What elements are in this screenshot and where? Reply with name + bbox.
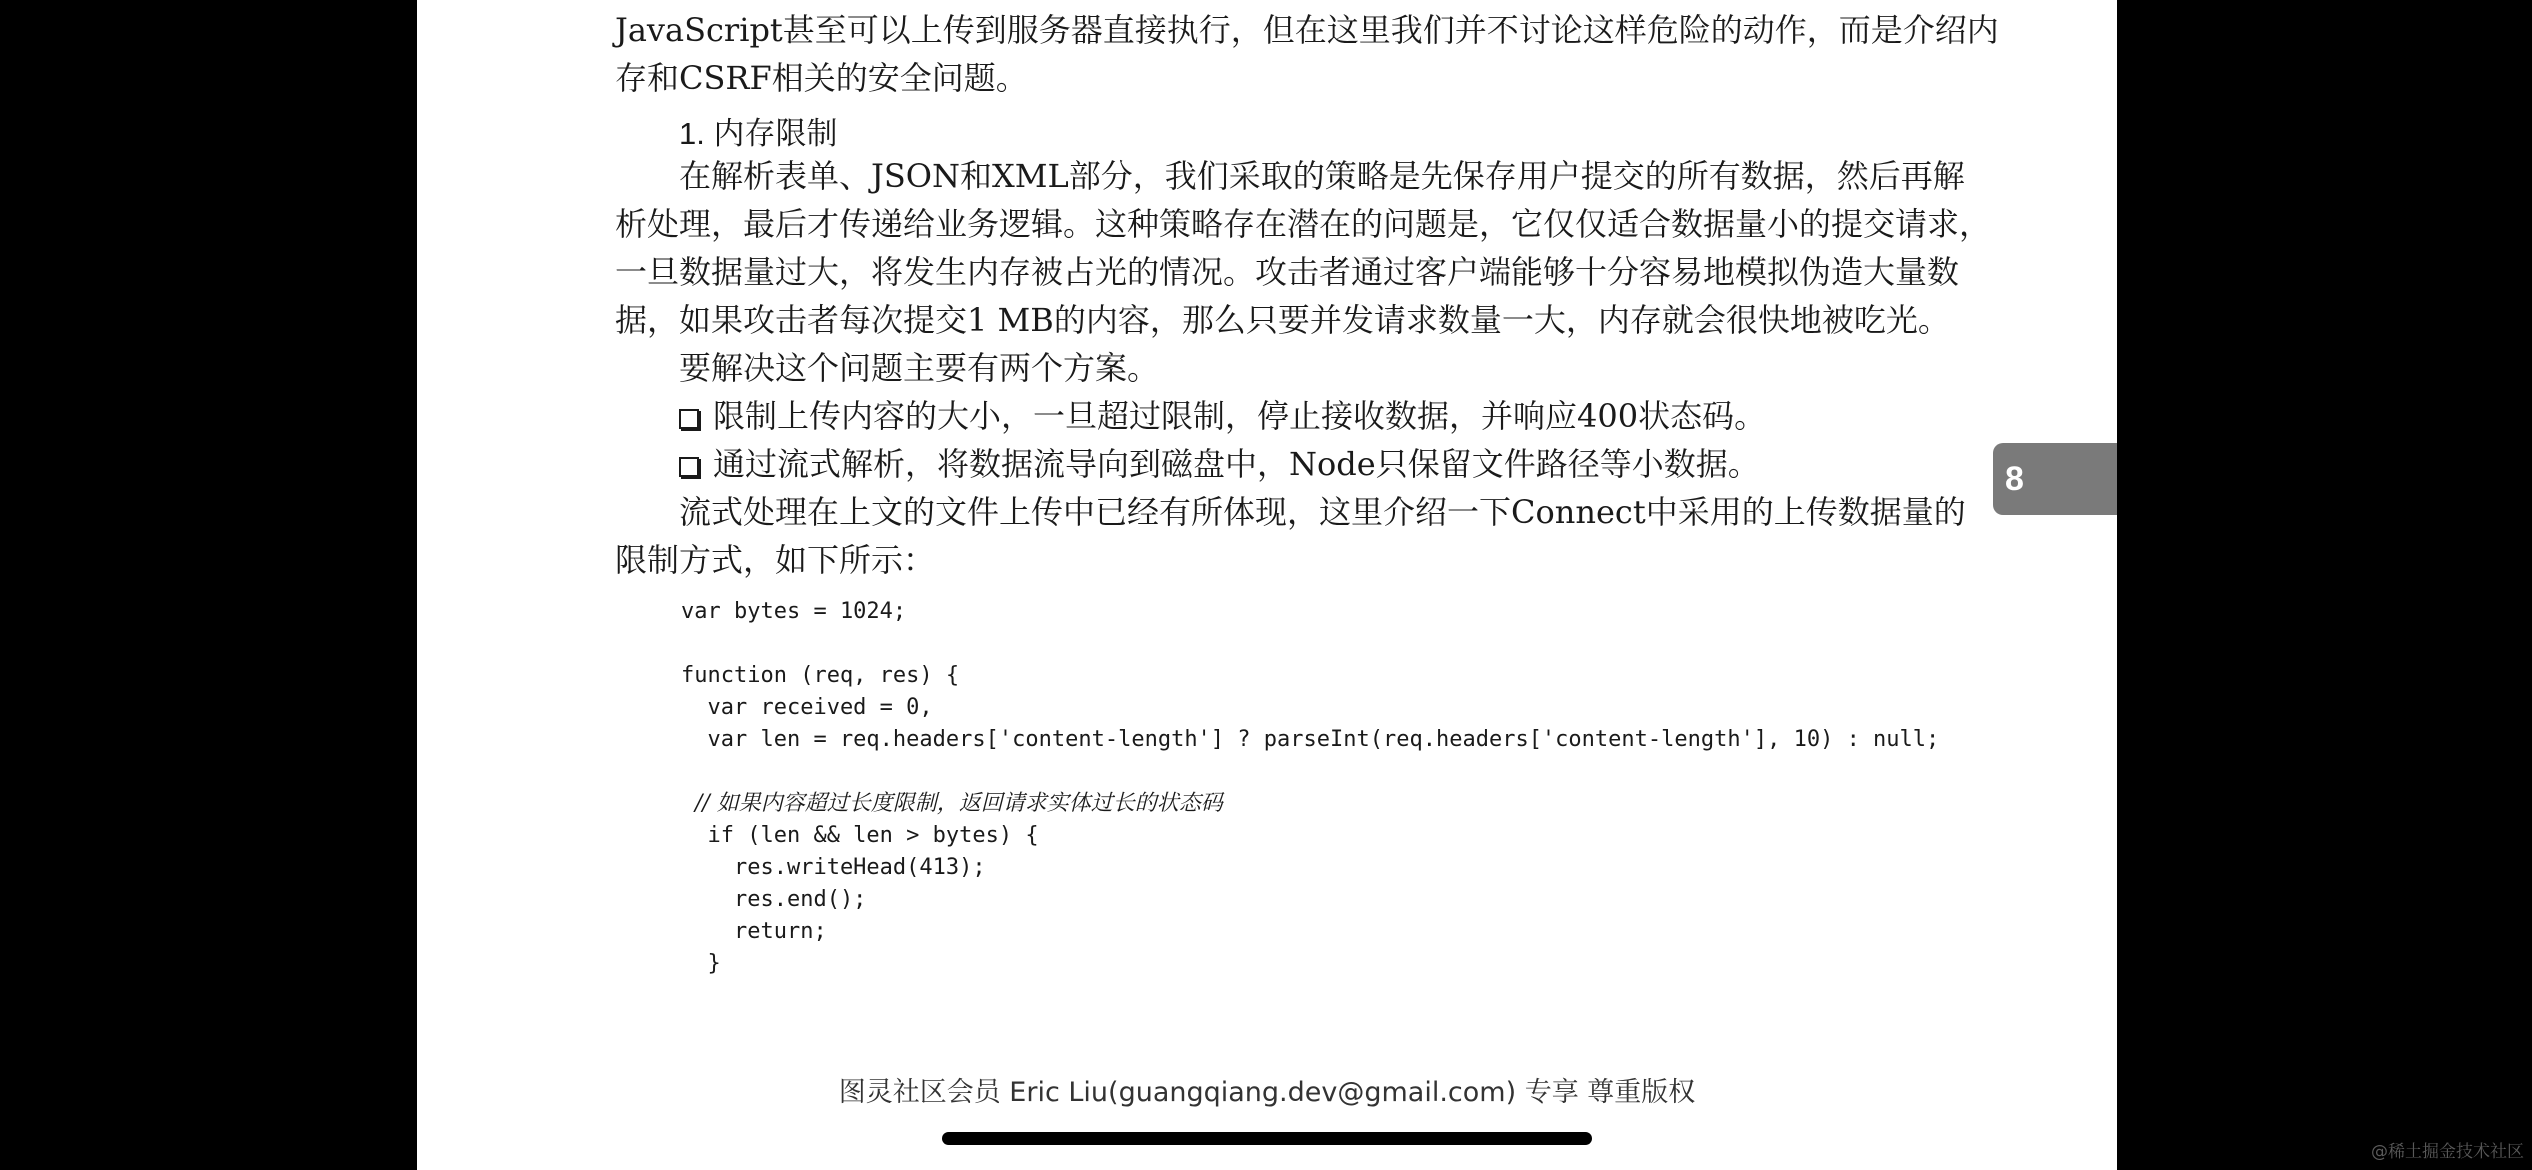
para1-line3: 一旦数据量过大，将发生内存被占光的情况。攻击者通过客户端能够十分容易地模拟伪造大量数 [615,253,1960,291]
section-heading: 1. 内存限制 [679,116,838,151]
home-indicator[interactable] [942,1132,1592,1145]
code-line [681,628,1939,660]
para1-line1: 在解析表单、JSON和XML部分，我们采取的策略是先保存用户提交的所有数据，然后再解 [679,157,1965,195]
para1-line2: 析处理，最后才传递给业务逻辑。这种策略存在潜在的问题是，它仅仅适合数据量小的提交请求， [615,205,1992,243]
watermark: @稀土掘金技术社区 [2371,1142,2524,1162]
bullet-item-1 [679,392,2019,440]
code-line: var len = req.headers['content-length'] ? parseInt(req.headers['content-length'], 10) : null; [681,727,1940,752]
code-line: return; [681,919,827,944]
para3-line2: 限制方式，如下所示： [615,541,936,579]
page-text [615,6,1999,606]
para2: 要解决这个问题主要有两个方案。 [679,349,1160,387]
checkbox-bullet-icon [679,457,699,477]
code-block [681,596,1939,980]
text-line-1: JavaScript甚至可以上传到服务器直接执行，但在这里我们并不讨论这样危险的动作，而是介绍内 [615,11,1999,49]
code-line [681,756,1939,788]
copyright-footer: 图灵社区会员 Eric Liu(guangqiang.dev@gmail.com) 专享 尊重版权 [838,1077,1696,1108]
code-line: function (req, res) { [681,663,960,688]
bullet-1-text: 限制上传内容的大小，一旦超过限制，停止接收数据，并响应400状态码。 [713,397,1767,435]
checkbox-bullet-icon [679,409,699,429]
para3-line1: 流式处理在上文的文件上传中已经有所体现，这里介绍一下Connect中采用的上传数据量的 [679,493,1966,531]
code-line: } [681,951,721,976]
chapter-tab[interactable]: 8 [1993,443,2117,515]
book-page [417,0,2117,1170]
bullet-2-text: 通过流式解析，将数据流导向到磁盘中，Node只保留文件路径等小数据。 [713,445,1760,483]
code-line: if (len && len > bytes) { [681,823,1039,848]
code-line: var received = 0, [681,695,933,720]
para1-line4: 据，如果攻击者每次提交1 MB的内容，那么只要并发请求数量一大，内存就会很快地被吃光。 [615,301,1950,339]
code-line: res.end(); [681,887,867,912]
text-line-2: 存和CSRF相关的安全问题。 [615,59,1028,97]
bullet-item-2 [679,440,2019,488]
code-comment-line: // 如果内容超过长度限制，返回请求实体过长的状态码 [681,791,1223,816]
code-line: res.writeHead(413); [681,855,986,880]
code-line: var bytes = 1024; [681,599,907,624]
